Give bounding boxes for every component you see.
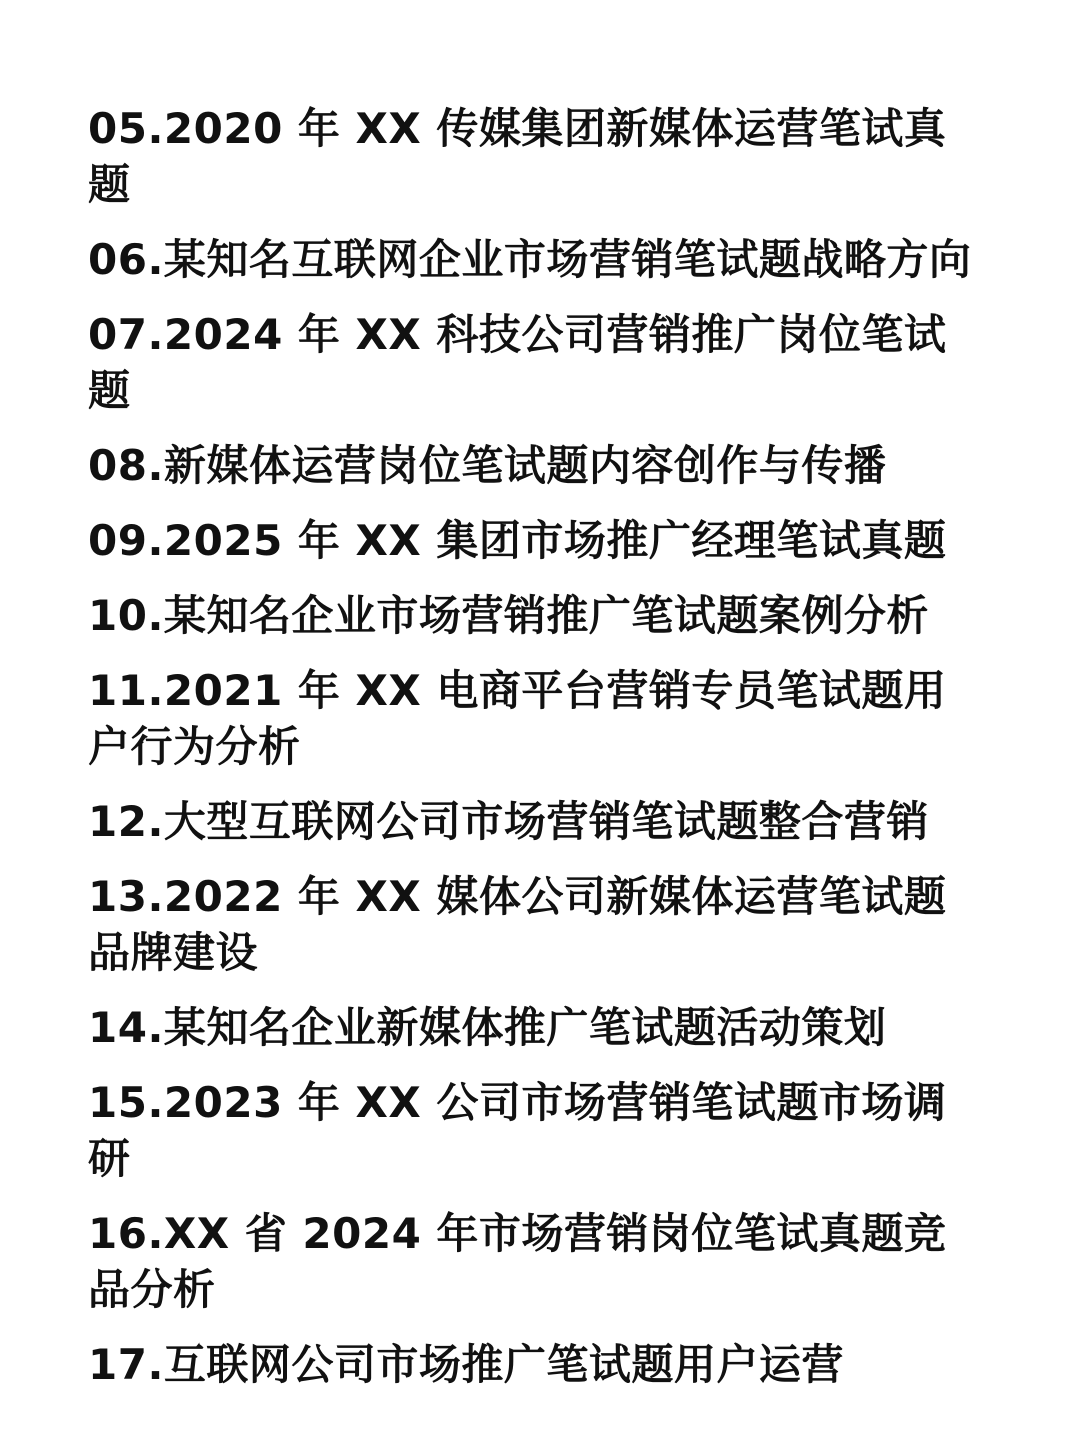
list-item-11: 11.2021 年 XX 电商平台营销专员笔试题用户行为分析 — [88, 666, 947, 771]
list-item-08: 08.新媒体运营岗位笔试题内容创作与传播 — [88, 441, 887, 490]
list-item-10: 10.某知名企业市场营销推广笔试题案例分析 — [88, 591, 929, 640]
list-item-14: 14.某知名企业新媒体推广笔试题活动策划 — [88, 1003, 887, 1052]
list-item-06: 06.某知名互联网企业市场营销笔试题战略方向 — [88, 235, 972, 284]
list-item-07: 07.2024 年 XX 科技公司营销推广岗位笔试题 — [88, 310, 947, 415]
list-item-17: 17.互联网公司市场推广笔试题用户运营 — [88, 1340, 844, 1389]
list-item-05: 05.2020 年 XX 传媒集团新媒体运营笔试真题 — [88, 104, 947, 209]
list-item-15: 15.2023 年 XX 公司市场营销笔试题市场调研 — [88, 1078, 947, 1183]
exam-topic-list — [88, 101, 988, 1412]
list-item-13: 13.2022 年 XX 媒体公司新媒体运营笔试题品牌建设 — [88, 872, 947, 977]
list-item-09: 09.2025 年 XX 集团市场推广经理笔试真题 — [88, 516, 947, 565]
list-item-12: 12.大型互联网公司市场营销笔试题整合营销 — [88, 797, 929, 846]
list-item-16: 16.XX 省 2024 年市场营销岗位笔试真题竞品分析 — [88, 1209, 947, 1314]
